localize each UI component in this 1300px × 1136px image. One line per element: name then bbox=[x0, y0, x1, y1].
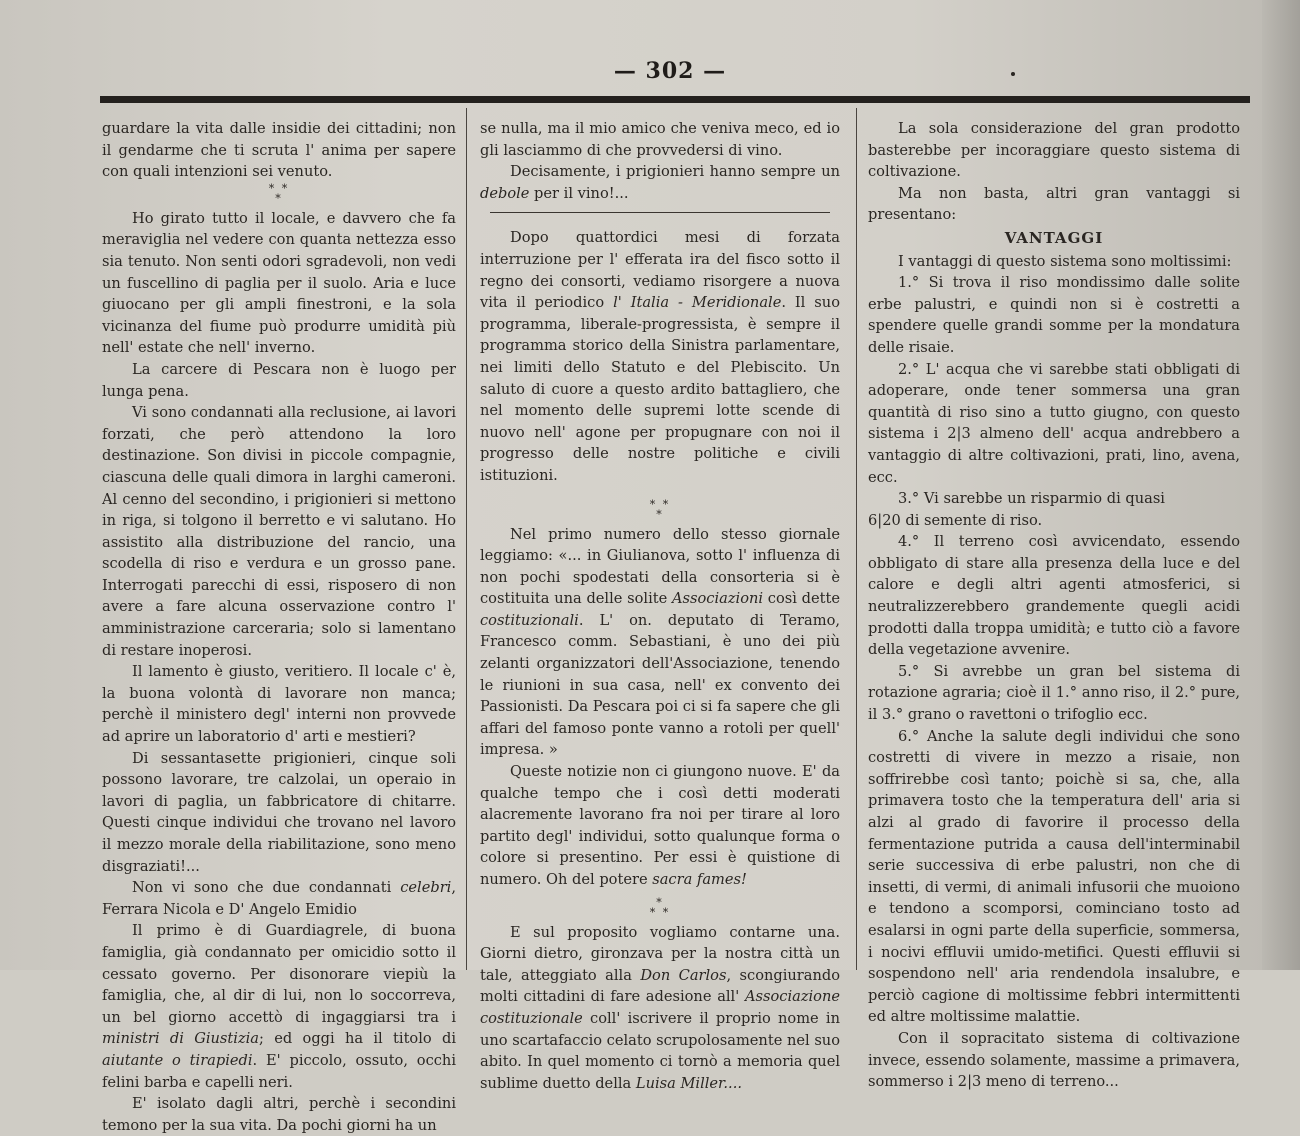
paragraph: Di sessantasette prigionieri, cinque soli possono lavorare, tre calzolai, un operaio in lavori di paglia, un fabbricatore di chitarre. Questi cinque individui che trovano nel lavoro il mezzo morale della riabilitazione, sono meno disgraziati!... bbox=[102, 749, 456, 875]
column-2 bbox=[480, 118, 841, 1092]
paragraph: Il lamento è giusto, veritiero. Il locale c' è, la buona volontà di lavorare non manca; perchè il ministero degl' interni non provvede ad aprire un laboratorio d' arti e mestieri? bbox=[102, 663, 456, 746]
paragraph: Il primo è di Guardiagrele, di buona famiglia, già condannato per omicidio sotto il cessato governo. Per disonorare viepiù la famiglia, che, al dir di lui, non lo soccorreva, un bel giorno accettò di ingaggiarsi tra i ministri di Giustizia; ed oggi ha il titolo di aiutante o tirapiedi. E' piccolo, ossuto, occhi felini barba e capelli neri. bbox=[102, 922, 456, 1091]
paragraph: Vi sono condannati alla reclusione, ai lavori forzati, che però attendono la loro destinazione. Son divisi in piccole compagnie, ciascuna delle quali dimora in larghi cameroni. Al cenno del secondino, i prigionieri si mettono in riga, si tolgono il berretto e vi salutano. Ho assistito alla distribuzione del rancio, una scodella di riso e verdura e un grosso pane. Interrogati parecchi di essi, risposero di non avere a fare alcuna osservazione contro l' amministrazione carceraria; solo si lamentano di restare inoperosi. bbox=[102, 404, 456, 659]
paragraph: Con il sopracitato sistema di coltivazione invece, essendo solamente, massime a primavera, sommerso i 2|3 meno di terreno... bbox=[868, 1029, 1240, 1091]
paragraph: 2.° L' acqua che vi sarebbe stati obbligati di adoperare, onde tener sommersa una gran quantità di riso sino a tutto giugno, con questo sistema i 2|3 almeno dell' acqua andrebbero a vantaggio di altre coltivazioni, prati, lino, avena, ecc. bbox=[868, 360, 1240, 486]
paragraph: Dopo quattordici mesi di forzata interruzione per l' efferata ira del fisco sotto il regno dei consorti, vediamo risorgere a nuova vita il periodico l' Italia - Meridionale. Il suo programma, liberale-progressista, è sempre il programma storico della Sinistra parlamentare, nei limiti dello Statuto e del Plebiscito. Un saluto di cuore a questo ardito battagliero, che nel momento delle supremi lotte scende di nuovo nell' agone per propugnare con noi il progresso delle nostre politiche e civili istituzioni. bbox=[480, 229, 840, 484]
header-rule bbox=[100, 96, 1250, 103]
paragraph: Ho girato tutto il locale, e davvero che fa meraviglia nel vedere con quanta nettezza esso sia tenuto. Non senti odori sgradevoli, non vedi un fuscellino di paglia per il suolo. Aria e luce giuocano per gli ampli finestroni, e la sola vicinanza del fiume può produrre umidità più nell' estate che nell' inverno. bbox=[102, 209, 456, 357]
paragraph: 6|20 di semente di riso. bbox=[868, 511, 1043, 529]
section-stars: * * * bbox=[268, 181, 290, 205]
paragraph: se nulla, ma il mio amico che veniva meco, ed io gli lasciammo di che provvedersi di vino. bbox=[480, 120, 840, 159]
page-header bbox=[0, 52, 1300, 92]
paragraph: Nel primo numero dello stesso giornale leggiamo: «... in Giulianova, sotto l' influenza di non pochi spodestati della consorteria si è costituita una delle solite Associazioni così dette costituzionali. L' on. deputato di Teramo, Francesco comm. Sebastiani, è uno dei più zelanti organizzatori dell'Associazione, tenendo le riunioni in sua casa, nell' ex convento dei Passionisti. Da Pescara poi ci si fa sapere che gli affari del famoso ponte vanno a rotoli per quell' impresa. » bbox=[480, 525, 840, 759]
column-1 bbox=[102, 118, 456, 1134]
page-number: — 302 — bbox=[613, 58, 727, 84]
paragraph: La carcere di Pescara non è luogo per lunga pena. bbox=[102, 360, 456, 400]
section-rule bbox=[490, 212, 830, 213]
column-divider bbox=[466, 108, 467, 970]
paragraph: I vantaggi di questo sistema sono moltissimi: bbox=[898, 252, 1232, 270]
paragraph: La sola considerazione del gran prodotto basterebbe per incoraggiare questo sistema di coltivazione. bbox=[868, 120, 1240, 181]
section-heading: VANTAGGI bbox=[1004, 228, 1104, 247]
section-stars: * * * bbox=[649, 895, 671, 919]
paragraph: 6.° Anche la salute degli individui che sono costretti di vivere in mezzo a risaie, non soffrirebbe così tanto; poichè si sa, che, alla primavera tosto che la temperatura dell' aria si alzi al grado di favorire il processo della fermentazione putrida a causa dell'interminabil serie successiva di erbe palustri, non che di insetti, di vermi, di animali infusorii che muoiono e tendono a scomporsi, cominciano tosto ad esalarsi in ogni parte della superficie, sommersa, i nocivi effluvii umido-metifici. Questi effluvii si sospendono nell' aria rendendola insalubre, e perciò cagione di moltissime febbri intermittenti ed altre moltissime malattie. bbox=[868, 727, 1240, 1026]
paragraph: 1.° Si trova il riso mondissimo dalle solite erbe palustri, e quindi non si è costretti a spendere quelle grandi somme per la mondatura delle risaie. bbox=[868, 274, 1240, 356]
paragraph: Ma non basta, altri gran vantaggi si presentano: bbox=[868, 184, 1240, 224]
paragraph: Decisamente, i prigionieri hanno sempre un debole per il vino!... bbox=[480, 163, 840, 202]
paragraph: E sul proposito vogliamo contarne una. Giorni dietro, gironzava per la nostra città un tale, atteggiato alla Don Carlos, scongiurando molti cittadini di fare adesione all' Associazione costituzionale coll' iscrivere il proprio nome in uno scartafaccio celato scrupolosamente nel suo abito. In quel momento ci tornò a memoria quel sublime duetto della Luisa Miller.... bbox=[480, 923, 841, 1092]
paragraph: Non vi sono che due condannati celebri, Ferrara Nicola e D' Angelo Emidio bbox=[102, 879, 456, 918]
paragraph: 3.° Vi sarebbe un risparmio di quasi bbox=[898, 490, 1165, 508]
page-edge-shadow bbox=[1262, 0, 1300, 970]
paragraph: Queste notizie non ci giungono nuove. E' da qualche tempo che i così detti moderati alacremente lavorano fra noi per tirare al loro partito degl' individui, sotto qualunque forma o colore si presentino. Per essi è quistione di numero. Oh del potere sacra fames! bbox=[480, 763, 840, 888]
column-divider bbox=[856, 108, 857, 970]
paragraph: guardare la vita dalle insidie dei cittadini; non il gendarme che ti scruta l' anima per sapere con quali intenzioni sei venuto. bbox=[102, 120, 456, 181]
column-3 bbox=[868, 118, 1240, 1091]
paragraph: E' isolato dagli altri, perchè i secondini temono per la sua vita. Da pochi giorni ha un bbox=[102, 1095, 456, 1134]
paragraph: 5.° Si avrebbe un gran bel sistema di rotazione agraria; cioè il 1.° anno riso, il 2.° pure, il 3.° grano o ravettoni o trifoglio ecc. bbox=[868, 662, 1240, 724]
section-stars: * * * bbox=[649, 497, 671, 521]
ink-dot bbox=[1011, 72, 1015, 76]
paragraph: 4.° Il terreno così avvicendato, essendo obbligato di stare alla presenza della luce e del calore e degli altri agenti atmosferici, si neutralizzerebbero grandemente quegli acidi prodotti dalla troppa umidità; e tutto ciò a favore della vegetazione avvenire. bbox=[868, 533, 1240, 659]
